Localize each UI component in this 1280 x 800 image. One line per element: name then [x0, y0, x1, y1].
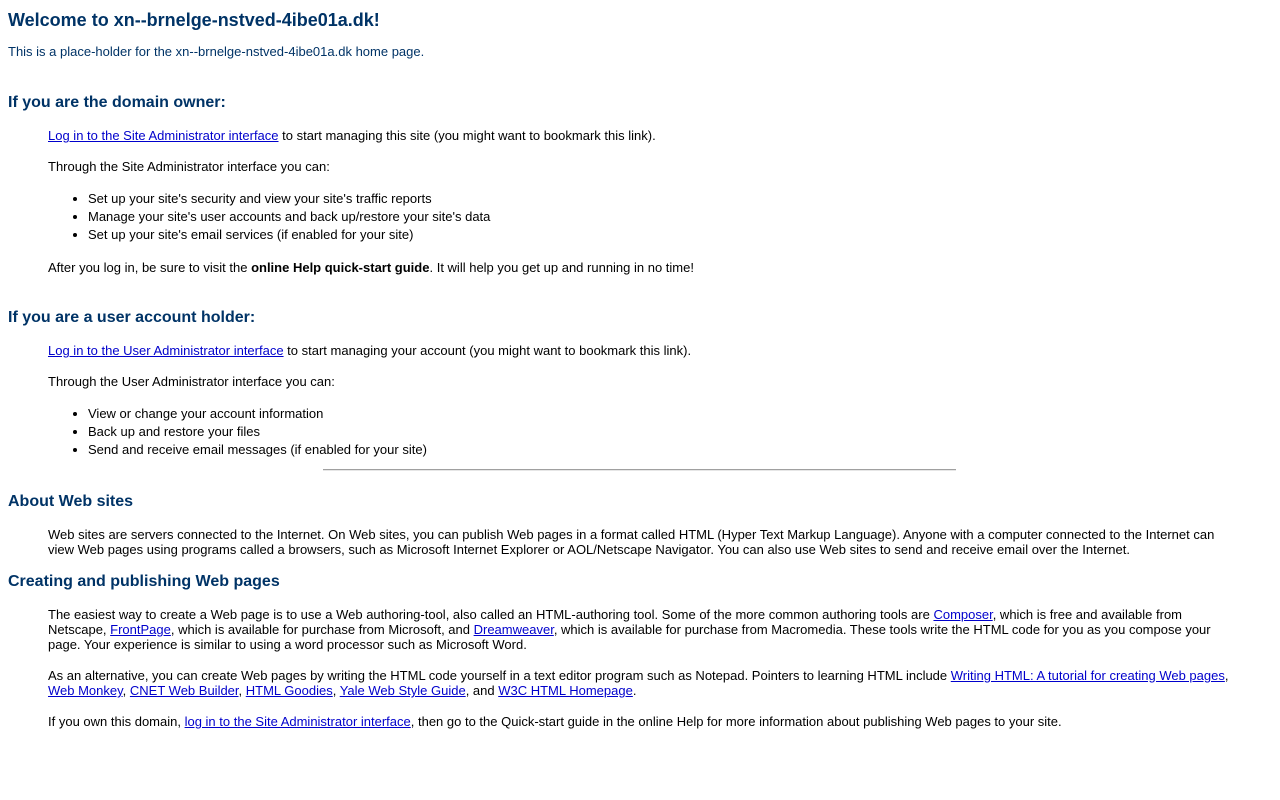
owner-login-suffix: to start managing this site (you might want to bookmark this link).	[278, 128, 656, 143]
owner-login-line	[48, 128, 1228, 143]
frontpage-link[interactable]: FrontPage	[110, 622, 171, 637]
list-item: • Set up your site's security and view your site's traffic reports	[88, 190, 490, 208]
composer-link[interactable]: Composer	[933, 607, 993, 622]
w3c-html-homepage-link[interactable]: W3C HTML Homepage	[498, 683, 633, 698]
creating-paragraph-3	[48, 714, 1230, 729]
web-monkey-link[interactable]: Web Monkey	[48, 683, 123, 698]
list-item: • Send and receive email messages (if enabled for your site)	[88, 441, 427, 459]
user-login-line	[48, 343, 1228, 358]
creating-heading: Creating and publishing Web pages	[8, 573, 280, 590]
separator: , and	[465, 683, 499, 698]
creating-p2-text-a: As an alternative, you can create Web pages by writing the HTML code yourself in a text editor program such as Notepad. Pointers to learning HTML include	[48, 668, 951, 683]
separator: ,	[122, 683, 130, 698]
quick-start-guide-label: online Help quick-start guide	[251, 260, 430, 275]
list-item: • Back up and restore your files	[88, 423, 427, 441]
owner-capabilities-list	[48, 190, 490, 244]
about-heading: About Web sites	[8, 493, 134, 510]
creating-paragraph-2	[48, 668, 1230, 698]
html-goodies-link[interactable]: HTML Goodies	[245, 683, 333, 698]
page-title: Welcome to xn--brnelge-nstved-4ibe01a.dk!	[8, 10, 380, 30]
writing-html-link[interactable]: Writing HTML: A tutorial for creating Web pages	[950, 668, 1225, 683]
intro-text: This is a place-holder for the xn--brnelge-nstved-4ibe01a.dk home page.	[8, 44, 425, 59]
site-admin-login-link-2[interactable]: log in to the Site Administrator interface	[184, 714, 411, 729]
user-admin-login-link[interactable]: Log in to the User Administrator interface	[48, 343, 284, 358]
user-through-text: Through the User Administrator interface you can:	[48, 374, 335, 389]
creating-p1-text-d: , which is available for purchase from Macromedia. These tools write the HTML code for you as you compose your page. Your experience is similar to using a word processor such as Microsoft Word.	[48, 622, 1211, 652]
separator: ,	[332, 683, 340, 698]
creating-p2-end: .	[632, 683, 637, 698]
about-text: Web sites are servers connected to the Internet. On Web sites, you can publish Web pages in a format called HTML (Hyper Text Markup Language). Anyone with a computer connected to the Internet can view Web pages using programs called a browsers, such as Microsoft Internet Explorer or AOL/Netscape Navigator. You can also use Web sites to send and receive email over the Internet.	[48, 527, 1215, 557]
owner-after-text	[48, 260, 1228, 275]
user-login-suffix: to start managing your account (you might want to bookmark this link).	[283, 343, 692, 358]
owner-after-prefix: After you log in, be sure to visit the	[48, 260, 252, 275]
page	[0, 0, 1264, 30]
separator: ,	[1224, 668, 1229, 683]
user-capabilities-list	[48, 405, 427, 459]
creating-p1-text-c: , which is available for purchase from Microsoft, and	[170, 622, 474, 637]
separator: ,	[238, 683, 246, 698]
user-heading: If you are a user account holder:	[8, 309, 256, 326]
list-item: • Set up your site's email services (if enabled for your site)	[88, 226, 490, 244]
owner-through-text: Through the Site Administrator interface you can:	[48, 159, 330, 174]
section-divider	[323, 469, 956, 471]
creating-p3-text-b: , then go to the Quick-start guide in the online Help for more information about publishing Web pages to your site.	[410, 714, 1062, 729]
creating-p1-text-a: The easiest way to create a Web page is to use a Web authoring-tool, also called an HTML-authoring tool. Some of the more common authoring tools are	[48, 607, 934, 622]
dreamweaver-link[interactable]: Dreamweaver	[473, 622, 554, 637]
yale-style-guide-link[interactable]: Yale Web Style Guide	[339, 683, 466, 698]
cnet-web-builder-link[interactable]: CNET Web Builder	[129, 683, 239, 698]
list-item: • Manage your site's user accounts and back up/restore your site's data	[88, 208, 490, 226]
creating-p3-text-a: If you own this domain,	[48, 714, 185, 729]
site-admin-login-link[interactable]: Log in to the Site Administrator interface	[48, 128, 279, 143]
list-item: • View or change your account information	[88, 405, 427, 423]
creating-paragraph-1	[48, 607, 1230, 652]
owner-after-suffix: . It will help you get up and running in no time!	[429, 260, 694, 275]
creating-p1-text-b: , which is free and available from Netscape,	[48, 607, 1183, 637]
owner-heading: If you are the domain owner:	[8, 94, 226, 111]
